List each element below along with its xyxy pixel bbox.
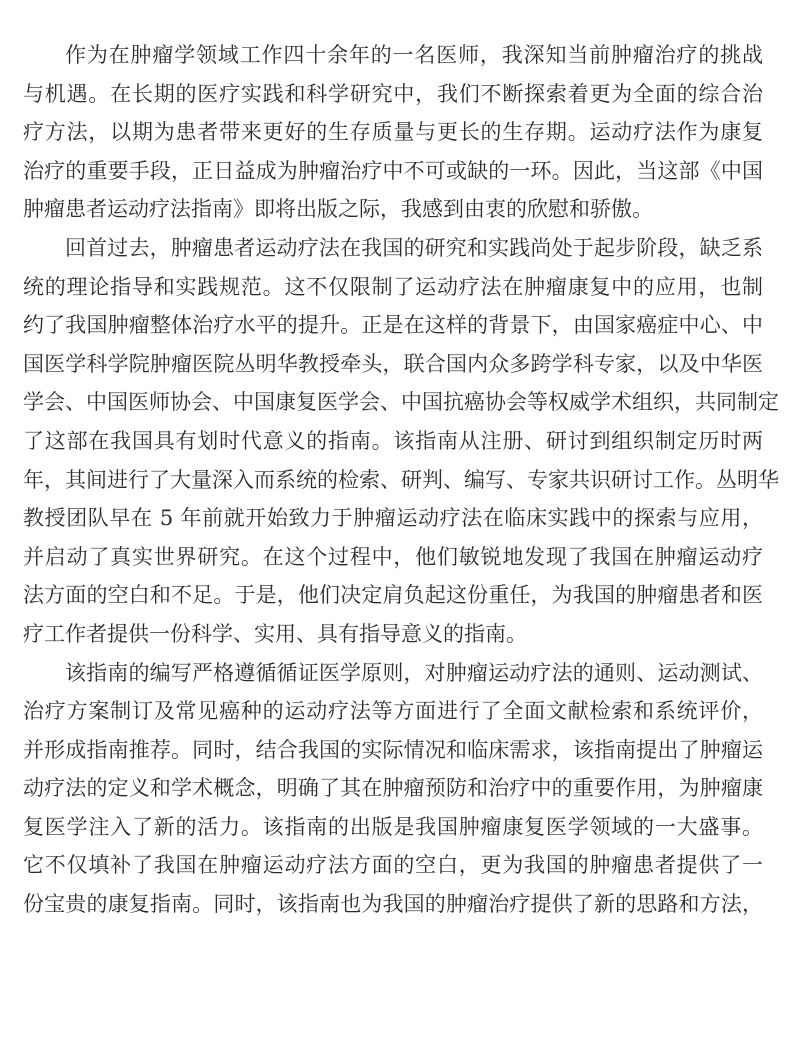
- document-page: [23, 36, 779, 924]
- text-line: 统的理论指导和实践规范。这不仅限制了运动疗法在肿瘤康复中的应用，也制: [23, 274, 763, 299]
- text-line: 疗方法，以期为患者带来更好的生存质量与更长的生存期。运动疗法作为康复: [23, 120, 763, 145]
- text-line: 作为在肿瘤学领域工作四十余年的一名医师，我深知当前肿瘤治疗的挑战: [65, 43, 763, 67]
- text-line: 国医学科学院肿瘤医院丛明华教授牵头，联合国内众多跨学科专家，以及中华医: [23, 351, 763, 376]
- paragraph-1: [23, 36, 763, 229]
- text-line: 并形成指南推荐。同时，结合我国的实际情况和临床需求，该指南提出了肿瘤运: [23, 737, 763, 762]
- text-line: 教授团队早在 5 年前就开始致力于肿瘤运动疗法在临床实践中的探索与应用，: [23, 506, 763, 531]
- text-line: 并启动了真实世界研究。在这个过程中，他们敏锐地发现了我国在肿瘤运动疗: [23, 544, 763, 569]
- text-line: 该指南的编写严格遵循循证医学原则，对肿瘤运动疗法的通则、运动测试、: [65, 660, 763, 685]
- text-line: 回首过去，肿瘤患者运动疗法在我国的研究和实践尚处于起步阶段，缺乏系: [65, 235, 763, 260]
- paragraph-2: [23, 229, 779, 654]
- text-line: 疗工作者提供一份科学、实用、具有指导意义的指南。: [23, 621, 527, 646]
- text-line: 年，其间进行了大量深入而系统的检索、研判、编写、专家共识研讨工作。丛明华: [23, 467, 779, 492]
- text-line: 了这部在我国具有划时代意义的指南。该指南从注册、研讨到组织制定历时两: [23, 428, 763, 453]
- text-line: 份宝贵的康复指南。同时，该指南也为我国的肿瘤治疗提供了新的思路和方法，: [23, 892, 763, 917]
- text-line: 与机遇。在长期的医疗实践和科学研究中，我们不断探索着更为全面的综合治: [23, 81, 763, 106]
- text-line: 治疗方案制订及常见癌种的运动疗法等方面进行了全面文献检索和系统评价，: [23, 699, 763, 724]
- text-line: 法方面的空白和不足。于是，他们决定肩负起这份重任，为我国的肿瘤患者和医: [23, 583, 763, 608]
- text-line: 复医学注入了新的活力。该指南的出版是我国肿瘤康复医学领域的一大盛事。: [23, 814, 763, 839]
- text-line: 肿瘤患者运动疗法指南》即将出版之际，我感到由衷的欣慰和骄傲。: [23, 197, 653, 222]
- text-line: 治疗的重要手段，正日益成为肿瘤治疗中不可或缺的一环。因此，当这部《中国: [23, 158, 763, 183]
- text-line: 动疗法的定义和学术概念，明确了其在肿瘤预防和治疗中的重要作用，为肿瘤康: [23, 776, 763, 801]
- paragraph-3: [23, 654, 763, 924]
- text-line: 约了我国肿瘤整体治疗水平的提升。正是在这样的背景下，由国家癌症中心、中: [23, 313, 763, 338]
- text-line: 它不仅填补了我国在肿瘤运动疗法方面的空白，更为我国的肿瘤患者提供了一: [23, 853, 763, 878]
- text-line: 学会、中国医师协会、中国康复医学会、中国抗癌协会等权威学术组织，共同制定: [23, 390, 779, 415]
